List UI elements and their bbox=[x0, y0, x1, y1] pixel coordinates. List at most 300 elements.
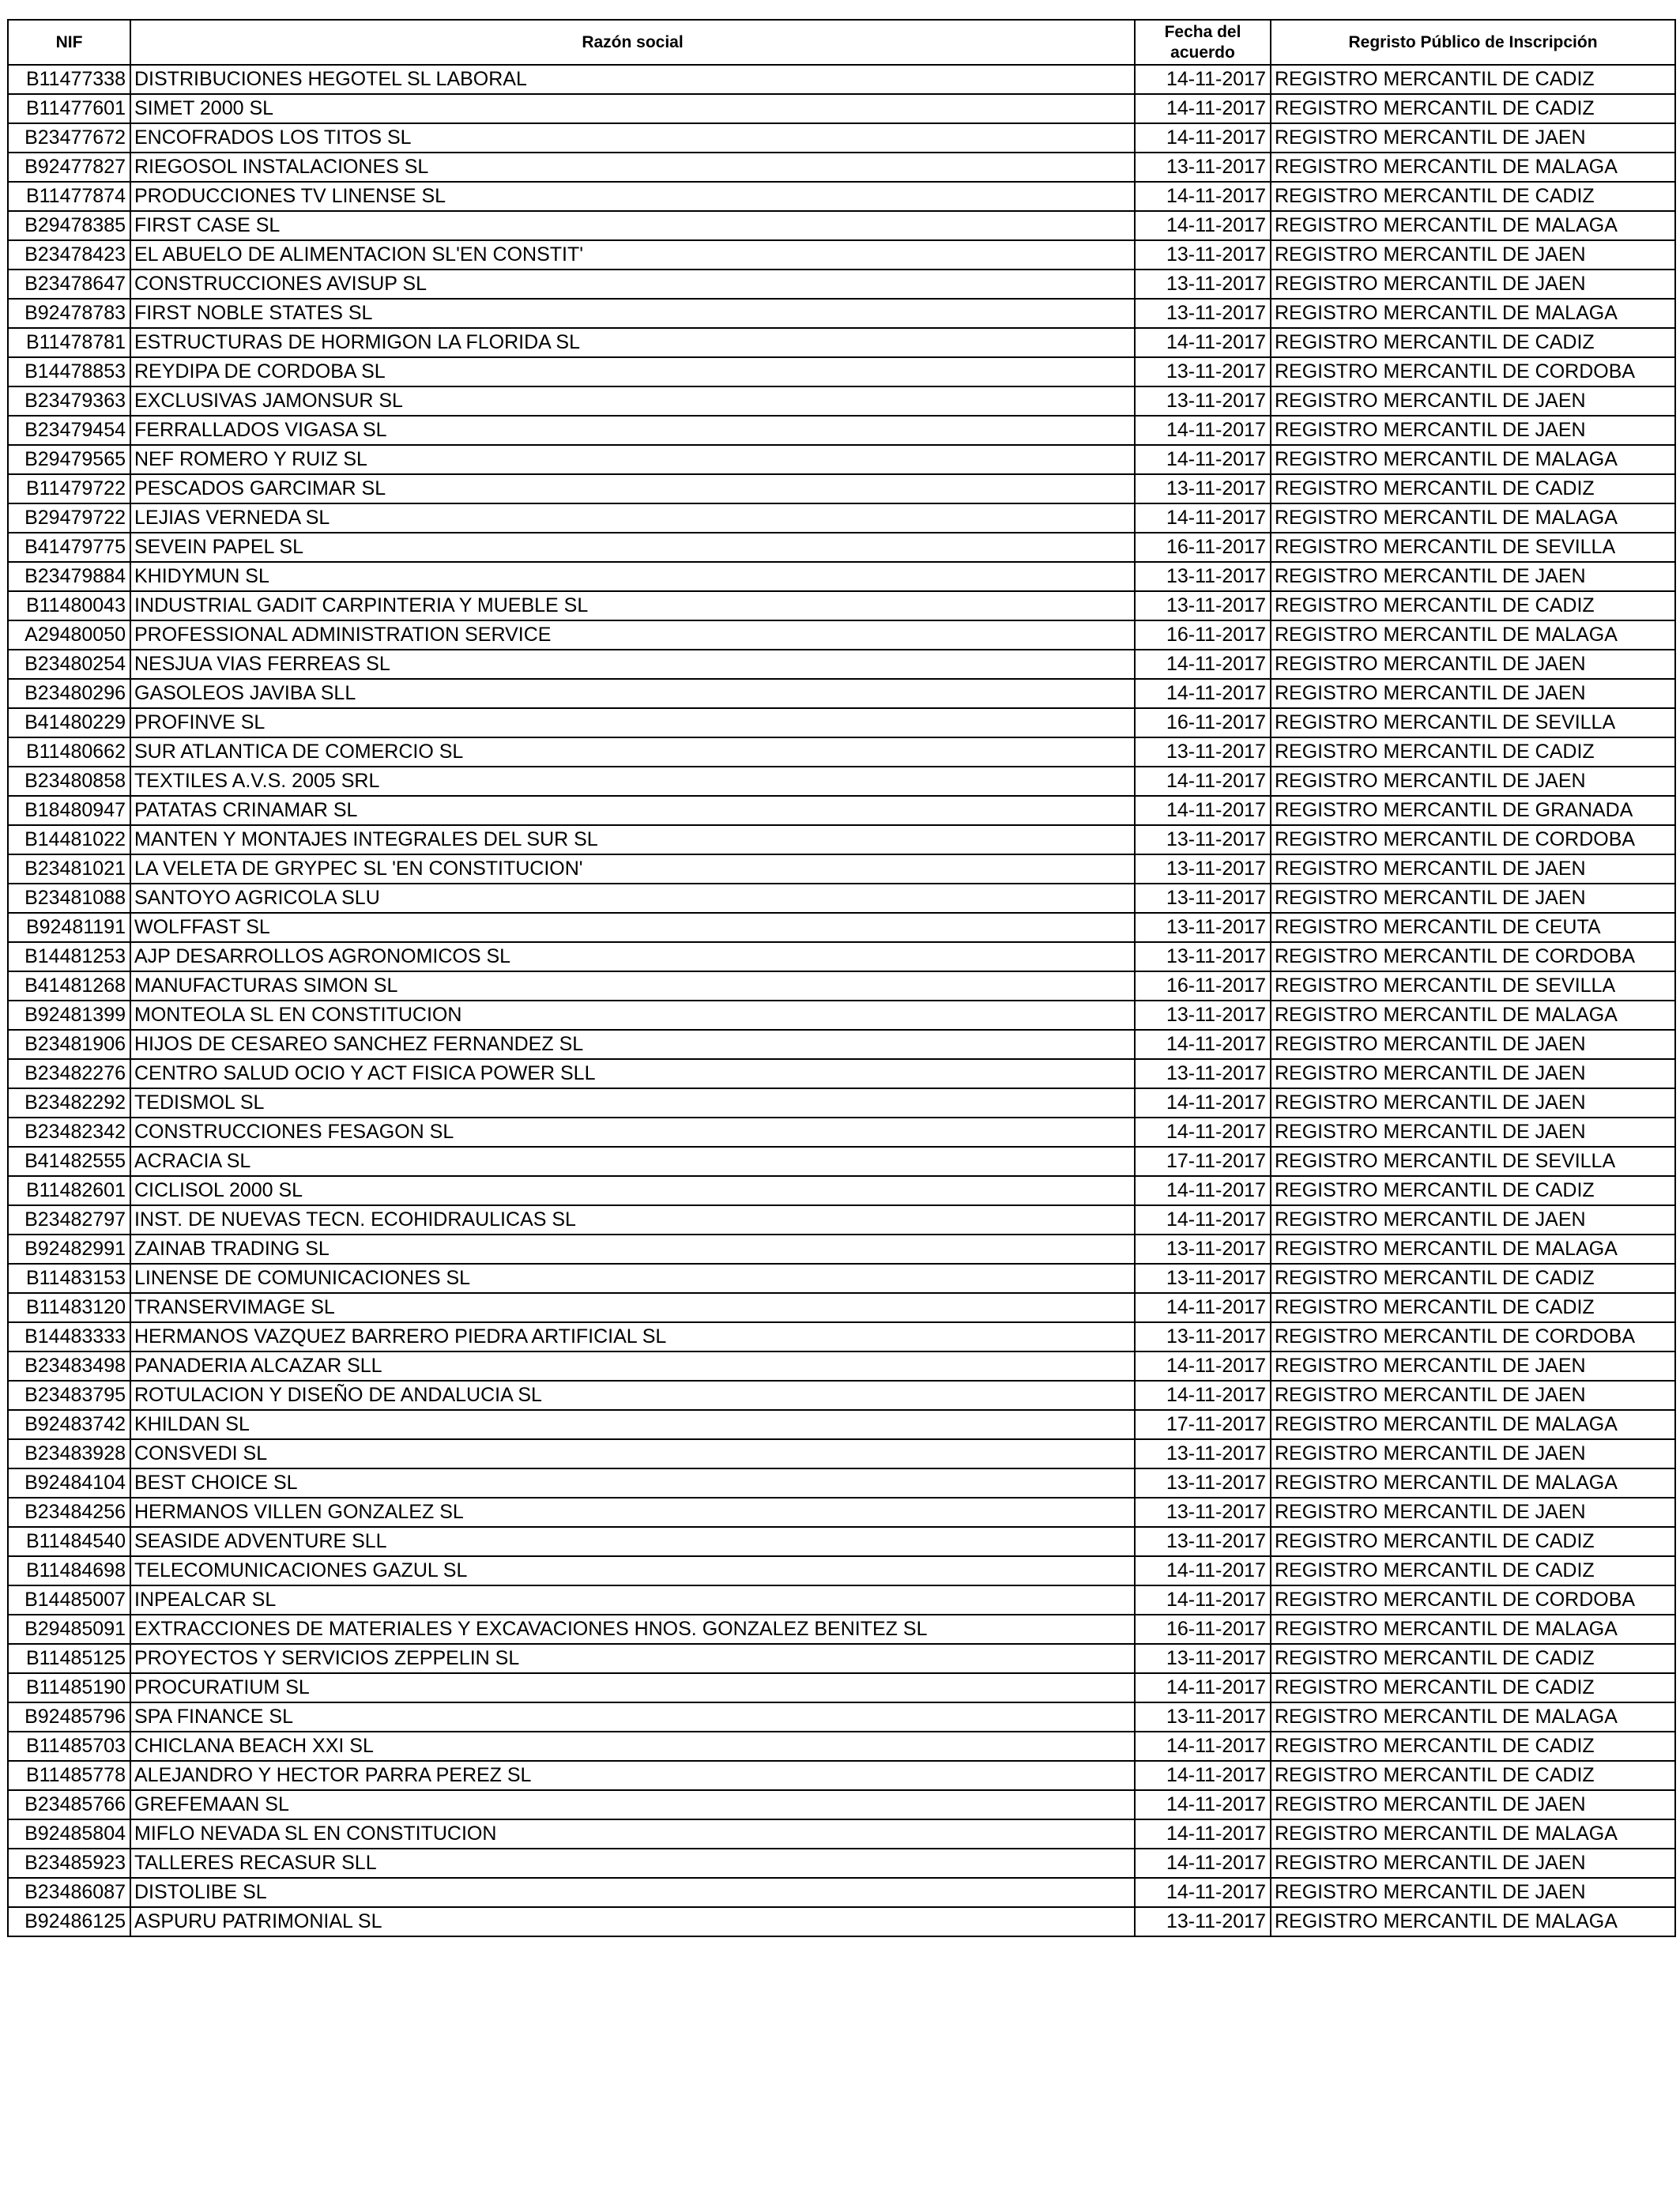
cell-registry: REGISTRO MERCANTIL DE CADIZ bbox=[1271, 1556, 1675, 1585]
cell-nif: B92482991 bbox=[8, 1235, 130, 1264]
cell-registry: REGISTRO MERCANTIL DE MALAGA bbox=[1271, 1615, 1675, 1644]
cell-company-name: FERRALLADOS VIGASA SL bbox=[130, 416, 1135, 445]
cell-company-name: MANUFACTURAS SIMON SL bbox=[130, 971, 1135, 1001]
cell-company-name: ACRACIA SL bbox=[130, 1147, 1135, 1176]
table-row bbox=[8, 1673, 1675, 1702]
cell-registry: REGISTRO MERCANTIL DE MALAGA bbox=[1271, 1819, 1675, 1849]
cell-registry: REGISTRO MERCANTIL DE CADIZ bbox=[1271, 1527, 1675, 1556]
cell-registry: REGISTRO MERCANTIL DE JAEN bbox=[1271, 1088, 1675, 1118]
cell-registry: REGISTRO MERCANTIL DE JAEN bbox=[1271, 240, 1675, 270]
cell-company-name: ZAINAB TRADING SL bbox=[130, 1235, 1135, 1264]
cell-company-name: PATATAS CRINAMAR SL bbox=[130, 796, 1135, 825]
cell-agreement-date: 13-11-2017 bbox=[1135, 1468, 1271, 1498]
cell-agreement-date: 13-11-2017 bbox=[1135, 240, 1271, 270]
table-row bbox=[8, 1819, 1675, 1849]
cell-nif: B23477672 bbox=[8, 123, 130, 153]
cell-registry: REGISTRO MERCANTIL DE MALAGA bbox=[1271, 299, 1675, 328]
cell-nif: B11484698 bbox=[8, 1556, 130, 1585]
cell-registry: REGISTRO MERCANTIL DE JAEN bbox=[1271, 1118, 1675, 1147]
cell-company-name: LA VELETA DE GRYPEC SL 'EN CONSTITUCION' bbox=[130, 854, 1135, 884]
table-row bbox=[8, 767, 1675, 796]
table-row bbox=[8, 1615, 1675, 1644]
cell-nif: B14485007 bbox=[8, 1585, 130, 1615]
table-row bbox=[8, 1176, 1675, 1205]
table-row bbox=[8, 416, 1675, 445]
cell-agreement-date: 13-11-2017 bbox=[1135, 1498, 1271, 1527]
cell-nif: B41482555 bbox=[8, 1147, 130, 1176]
table-row bbox=[8, 679, 1675, 708]
cell-company-name: INPEALCAR SL bbox=[130, 1585, 1135, 1615]
cell-nif: B14478853 bbox=[8, 357, 130, 386]
cell-company-name: ROTULACION Y DISEÑO DE ANDALUCIA SL bbox=[130, 1381, 1135, 1410]
table-row bbox=[8, 1790, 1675, 1819]
cell-company-name: REYDIPA DE CORDOBA SL bbox=[130, 357, 1135, 386]
cell-agreement-date: 13-11-2017 bbox=[1135, 884, 1271, 913]
cell-agreement-date: 14-11-2017 bbox=[1135, 1351, 1271, 1381]
cell-company-name: DISTOLIBE SL bbox=[130, 1878, 1135, 1907]
cell-agreement-date: 14-11-2017 bbox=[1135, 1790, 1271, 1819]
table-row bbox=[8, 1118, 1675, 1147]
table-row bbox=[8, 182, 1675, 211]
cell-agreement-date: 14-11-2017 bbox=[1135, 650, 1271, 679]
cell-nif: B11482601 bbox=[8, 1176, 130, 1205]
cell-registry: REGISTRO MERCANTIL DE MALAGA bbox=[1271, 211, 1675, 240]
cell-nif: B23482797 bbox=[8, 1205, 130, 1235]
cell-company-name: MIFLO NEVADA SL EN CONSTITUCION bbox=[130, 1819, 1135, 1849]
cell-agreement-date: 14-11-2017 bbox=[1135, 767, 1271, 796]
cell-agreement-date: 13-11-2017 bbox=[1135, 1907, 1271, 1936]
cell-company-name: LEJIAS VERNEDA SL bbox=[130, 503, 1135, 533]
cell-company-name: PANADERIA ALCAZAR SLL bbox=[130, 1351, 1135, 1381]
cell-registry: REGISTRO MERCANTIL DE MALAGA bbox=[1271, 1235, 1675, 1264]
cell-agreement-date: 13-11-2017 bbox=[1135, 854, 1271, 884]
cell-registry: REGISTRO MERCANTIL DE MALAGA bbox=[1271, 620, 1675, 650]
table-row bbox=[8, 1644, 1675, 1673]
document-sheet bbox=[7, 19, 1674, 1937]
cell-nif: B29485091 bbox=[8, 1615, 130, 1644]
cell-company-name: HERMANOS VAZQUEZ BARRERO PIEDRA ARTIFICIAL SL bbox=[130, 1322, 1135, 1351]
cell-nif: B23482342 bbox=[8, 1118, 130, 1147]
cell-agreement-date: 13-11-2017 bbox=[1135, 1059, 1271, 1088]
cell-nif: B92477827 bbox=[8, 153, 130, 182]
cell-company-name: EXTRACCIONES DE MATERIALES Y EXCAVACIONES HNOS. GONZALEZ BENITEZ SL bbox=[130, 1615, 1135, 1644]
cell-registry: REGISTRO MERCANTIL DE JAEN bbox=[1271, 767, 1675, 796]
table-row bbox=[8, 1293, 1675, 1322]
cell-company-name: CONSTRUCCIONES AVISUP SL bbox=[130, 270, 1135, 299]
table-row bbox=[8, 650, 1675, 679]
cell-company-name: SEASIDE ADVENTURE SLL bbox=[130, 1527, 1135, 1556]
cell-company-name: HERMANOS VILLEN GONZALEZ SL bbox=[130, 1498, 1135, 1527]
cell-agreement-date: 14-11-2017 bbox=[1135, 1585, 1271, 1615]
cell-company-name: TEXTILES A.V.S. 2005 SRL bbox=[130, 767, 1135, 796]
cell-company-name: CENTRO SALUD OCIO Y ACT FISICA POWER SLL bbox=[130, 1059, 1135, 1088]
cell-company-name: BEST CHOICE SL bbox=[130, 1468, 1135, 1498]
cell-nif: B92486125 bbox=[8, 1907, 130, 1936]
table-row bbox=[8, 123, 1675, 153]
cell-agreement-date: 14-11-2017 bbox=[1135, 445, 1271, 474]
table-row bbox=[8, 65, 1675, 94]
cell-company-name: SEVEIN PAPEL SL bbox=[130, 533, 1135, 562]
cell-company-name: SANTOYO AGRICOLA SLU bbox=[130, 884, 1135, 913]
table-row bbox=[8, 1761, 1675, 1790]
table-row bbox=[8, 562, 1675, 591]
cell-agreement-date: 13-11-2017 bbox=[1135, 942, 1271, 971]
cell-agreement-date: 16-11-2017 bbox=[1135, 971, 1271, 1001]
cell-nif: B23481906 bbox=[8, 1030, 130, 1059]
cell-agreement-date: 14-11-2017 bbox=[1135, 1205, 1271, 1235]
cell-registry: REGISTRO MERCANTIL DE JAEN bbox=[1271, 416, 1675, 445]
cell-registry: REGISTRO MERCANTIL DE JAEN bbox=[1271, 1059, 1675, 1088]
cell-registry: REGISTRO MERCANTIL DE JAEN bbox=[1271, 1381, 1675, 1410]
cell-agreement-date: 14-11-2017 bbox=[1135, 1673, 1271, 1702]
cell-company-name: SPA FINANCE SL bbox=[130, 1702, 1135, 1732]
table-row bbox=[8, 1498, 1675, 1527]
cell-registry: REGISTRO MERCANTIL DE CADIZ bbox=[1271, 1761, 1675, 1790]
cell-nif: B14481253 bbox=[8, 942, 130, 971]
cell-company-name: PRODUCCIONES TV LINENSE SL bbox=[130, 182, 1135, 211]
cell-agreement-date: 17-11-2017 bbox=[1135, 1410, 1271, 1439]
cell-nif: B23479884 bbox=[8, 562, 130, 591]
cell-agreement-date: 14-11-2017 bbox=[1135, 1878, 1271, 1907]
cell-registry: REGISTRO MERCANTIL DE CORDOBA bbox=[1271, 357, 1675, 386]
cell-nif: B92481191 bbox=[8, 913, 130, 942]
cell-registry: REGISTRO MERCANTIL DE CORDOBA bbox=[1271, 1322, 1675, 1351]
table-row bbox=[8, 270, 1675, 299]
cell-nif: B11479722 bbox=[8, 474, 130, 503]
cell-agreement-date: 16-11-2017 bbox=[1135, 708, 1271, 737]
cell-company-name: SUR ATLANTICA DE COMERCIO SL bbox=[130, 737, 1135, 767]
cell-company-name: TRANSERVIMAGE SL bbox=[130, 1293, 1135, 1322]
cell-agreement-date: 14-11-2017 bbox=[1135, 1761, 1271, 1790]
table-row bbox=[8, 1410, 1675, 1439]
cell-agreement-date: 14-11-2017 bbox=[1135, 503, 1271, 533]
cell-registry: REGISTRO MERCANTIL DE CADIZ bbox=[1271, 1176, 1675, 1205]
cell-company-name: SIMET 2000 SL bbox=[130, 94, 1135, 123]
table-row bbox=[8, 854, 1675, 884]
cell-nif: B11478781 bbox=[8, 328, 130, 357]
cell-registry: REGISTRO MERCANTIL DE CADIZ bbox=[1271, 94, 1675, 123]
cell-agreement-date: 14-11-2017 bbox=[1135, 1293, 1271, 1322]
table-row bbox=[8, 533, 1675, 562]
cell-nif: B92484104 bbox=[8, 1468, 130, 1498]
table-row bbox=[8, 1030, 1675, 1059]
cell-nif: B23483795 bbox=[8, 1381, 130, 1410]
cell-nif: B29479565 bbox=[8, 445, 130, 474]
cell-agreement-date: 14-11-2017 bbox=[1135, 123, 1271, 153]
cell-agreement-date: 14-11-2017 bbox=[1135, 1556, 1271, 1585]
cell-agreement-date: 13-11-2017 bbox=[1135, 913, 1271, 942]
table-row bbox=[8, 1556, 1675, 1585]
cell-registry: REGISTRO MERCANTIL DE JAEN bbox=[1271, 1790, 1675, 1819]
cell-nif: B29479722 bbox=[8, 503, 130, 533]
cell-registry: REGISTRO MERCANTIL DE JAEN bbox=[1271, 123, 1675, 153]
cell-agreement-date: 14-11-2017 bbox=[1135, 211, 1271, 240]
table-row bbox=[8, 1088, 1675, 1118]
cell-agreement-date: 13-11-2017 bbox=[1135, 386, 1271, 416]
cell-registry: REGISTRO MERCANTIL DE CADIZ bbox=[1271, 474, 1675, 503]
cell-agreement-date: 13-11-2017 bbox=[1135, 1644, 1271, 1673]
cell-nif: B11483153 bbox=[8, 1264, 130, 1293]
cell-registry: REGISTRO MERCANTIL DE CADIZ bbox=[1271, 737, 1675, 767]
cell-registry: REGISTRO MERCANTIL DE CADIZ bbox=[1271, 1673, 1675, 1702]
cell-agreement-date: 13-11-2017 bbox=[1135, 1322, 1271, 1351]
cell-company-name: EXCLUSIVAS JAMONSUR SL bbox=[130, 386, 1135, 416]
cell-company-name: AJP DESARROLLOS AGRONOMICOS SL bbox=[130, 942, 1135, 971]
cell-registry: REGISTRO MERCANTIL DE CADIZ bbox=[1271, 591, 1675, 620]
table-row bbox=[8, 357, 1675, 386]
cell-nif: B92483742 bbox=[8, 1410, 130, 1439]
cell-company-name: CONSTRUCCIONES FESAGON SL bbox=[130, 1118, 1135, 1147]
cell-registry: REGISTRO MERCANTIL DE SEVILLA bbox=[1271, 1147, 1675, 1176]
cell-registry: REGISTRO MERCANTIL DE JAEN bbox=[1271, 1878, 1675, 1907]
cell-registry: REGISTRO MERCANTIL DE JAEN bbox=[1271, 270, 1675, 299]
table-row bbox=[8, 1702, 1675, 1732]
cell-registry: REGISTRO MERCANTIL DE MALAGA bbox=[1271, 1468, 1675, 1498]
cell-nif: B23480254 bbox=[8, 650, 130, 679]
cell-company-name: GASOLEOS JAVIBA SLL bbox=[130, 679, 1135, 708]
cell-agreement-date: 14-11-2017 bbox=[1135, 1381, 1271, 1410]
cell-agreement-date: 13-11-2017 bbox=[1135, 1235, 1271, 1264]
cell-nif: B23484256 bbox=[8, 1498, 130, 1527]
cell-company-name: PROFESSIONAL ADMINISTRATION SERVICE bbox=[130, 620, 1135, 650]
table-row bbox=[8, 240, 1675, 270]
cell-registry: REGISTRO MERCANTIL DE GRANADA bbox=[1271, 796, 1675, 825]
cell-company-name: ENCOFRADOS LOS TITOS SL bbox=[130, 123, 1135, 153]
table-row bbox=[8, 737, 1675, 767]
cell-agreement-date: 13-11-2017 bbox=[1135, 1527, 1271, 1556]
cell-nif: B14483333 bbox=[8, 1322, 130, 1351]
table-row bbox=[8, 1468, 1675, 1498]
cell-company-name: INST. DE NUEVAS TECN. ECOHIDRAULICAS SL bbox=[130, 1205, 1135, 1235]
cell-registry: REGISTRO MERCANTIL DE CADIZ bbox=[1271, 65, 1675, 94]
table-header bbox=[8, 20, 1675, 65]
cell-registry: REGISTRO MERCANTIL DE JAEN bbox=[1271, 562, 1675, 591]
cell-agreement-date: 13-11-2017 bbox=[1135, 357, 1271, 386]
cell-nif: B23483498 bbox=[8, 1351, 130, 1381]
cell-company-name: HIJOS DE CESAREO SANCHEZ FERNANDEZ SL bbox=[130, 1030, 1135, 1059]
table-row bbox=[8, 211, 1675, 240]
cell-nif: B11480662 bbox=[8, 737, 130, 767]
table-row bbox=[8, 913, 1675, 942]
cell-company-name: ESTRUCTURAS DE HORMIGON LA FLORIDA SL bbox=[130, 328, 1135, 357]
cell-company-name: TALLERES RECASUR SLL bbox=[130, 1849, 1135, 1878]
cell-company-name: EL ABUELO DE ALIMENTACION SL'EN CONSTIT' bbox=[130, 240, 1135, 270]
cell-registry: REGISTRO MERCANTIL DE CADIZ bbox=[1271, 1732, 1675, 1761]
cell-registry: REGISTRO MERCANTIL DE MALAGA bbox=[1271, 503, 1675, 533]
cell-agreement-date: 14-11-2017 bbox=[1135, 65, 1271, 94]
cell-agreement-date: 16-11-2017 bbox=[1135, 620, 1271, 650]
header-row bbox=[8, 20, 1675, 65]
cell-registry: REGISTRO MERCANTIL DE JAEN bbox=[1271, 1205, 1675, 1235]
cell-registry: REGISTRO MERCANTIL DE JAEN bbox=[1271, 650, 1675, 679]
cell-company-name: TELECOMUNICACIONES GAZUL SL bbox=[130, 1556, 1135, 1585]
cell-nif: B23486087 bbox=[8, 1878, 130, 1907]
table-row bbox=[8, 1907, 1675, 1936]
table-row bbox=[8, 1585, 1675, 1615]
cell-agreement-date: 14-11-2017 bbox=[1135, 679, 1271, 708]
cell-registry: REGISTRO MERCANTIL DE CEUTA bbox=[1271, 913, 1675, 942]
cell-agreement-date: 14-11-2017 bbox=[1135, 1819, 1271, 1849]
cell-company-name: KHIDYMUN SL bbox=[130, 562, 1135, 591]
cell-agreement-date: 14-11-2017 bbox=[1135, 94, 1271, 123]
cell-registry: REGISTRO MERCANTIL DE JAEN bbox=[1271, 1030, 1675, 1059]
table-row bbox=[8, 1381, 1675, 1410]
cell-nif: B41480229 bbox=[8, 708, 130, 737]
cell-company-name: LINENSE DE COMUNICACIONES SL bbox=[130, 1264, 1135, 1293]
table-row bbox=[8, 1527, 1675, 1556]
cell-agreement-date: 13-11-2017 bbox=[1135, 299, 1271, 328]
cell-agreement-date: 13-11-2017 bbox=[1135, 591, 1271, 620]
cell-agreement-date: 14-11-2017 bbox=[1135, 796, 1271, 825]
table-row bbox=[8, 1849, 1675, 1878]
cell-nif: A29480050 bbox=[8, 620, 130, 650]
cell-agreement-date: 14-11-2017 bbox=[1135, 416, 1271, 445]
cell-registry: REGISTRO MERCANTIL DE MALAGA bbox=[1271, 1702, 1675, 1732]
table-row bbox=[8, 884, 1675, 913]
cell-company-name: MANTEN Y MONTAJES INTEGRALES DEL SUR SL bbox=[130, 825, 1135, 854]
cell-nif: B23478647 bbox=[8, 270, 130, 299]
cell-agreement-date: 13-11-2017 bbox=[1135, 270, 1271, 299]
table-row bbox=[8, 942, 1675, 971]
registry-table bbox=[7, 19, 1676, 1937]
cell-agreement-date: 13-11-2017 bbox=[1135, 1264, 1271, 1293]
cell-agreement-date: 13-11-2017 bbox=[1135, 737, 1271, 767]
cell-company-name: KHILDAN SL bbox=[130, 1410, 1135, 1439]
cell-company-name: CONSVEDI SL bbox=[130, 1439, 1135, 1468]
cell-registry: REGISTRO MERCANTIL DE CADIZ bbox=[1271, 182, 1675, 211]
table-row bbox=[8, 1322, 1675, 1351]
header-name: Razón social bbox=[130, 20, 1135, 65]
cell-registry: REGISTRO MERCANTIL DE JAEN bbox=[1271, 1439, 1675, 1468]
cell-agreement-date: 16-11-2017 bbox=[1135, 533, 1271, 562]
table-row bbox=[8, 1059, 1675, 1088]
cell-agreement-date: 14-11-2017 bbox=[1135, 1732, 1271, 1761]
cell-company-name: TEDISMOL SL bbox=[130, 1088, 1135, 1118]
table-row bbox=[8, 445, 1675, 474]
cell-nif: B41479775 bbox=[8, 533, 130, 562]
cell-nif: B23479454 bbox=[8, 416, 130, 445]
cell-nif: B18480947 bbox=[8, 796, 130, 825]
cell-registry: REGISTRO MERCANTIL DE SEVILLA bbox=[1271, 708, 1675, 737]
cell-company-name: WOLFFAST SL bbox=[130, 913, 1135, 942]
cell-company-name: PESCADOS GARCIMAR SL bbox=[130, 474, 1135, 503]
cell-nif: B23478423 bbox=[8, 240, 130, 270]
cell-company-name: ALEJANDRO Y HECTOR PARRA PEREZ SL bbox=[130, 1761, 1135, 1790]
cell-nif: B23485923 bbox=[8, 1849, 130, 1878]
table-row bbox=[8, 1439, 1675, 1468]
table-row bbox=[8, 1878, 1675, 1907]
cell-registry: REGISTRO MERCANTIL DE JAEN bbox=[1271, 386, 1675, 416]
table-body bbox=[8, 65, 1675, 1936]
cell-registry: REGISTRO MERCANTIL DE CADIZ bbox=[1271, 1264, 1675, 1293]
table-row bbox=[8, 708, 1675, 737]
cell-registry: REGISTRO MERCANTIL DE CADIZ bbox=[1271, 328, 1675, 357]
cell-nif: B11480043 bbox=[8, 591, 130, 620]
cell-company-name: NESJUA VIAS FERREAS SL bbox=[130, 650, 1135, 679]
cell-registry: REGISTRO MERCANTIL DE CORDOBA bbox=[1271, 825, 1675, 854]
cell-nif: B11484540 bbox=[8, 1527, 130, 1556]
table-row bbox=[8, 1147, 1675, 1176]
cell-registry: REGISTRO MERCANTIL DE CORDOBA bbox=[1271, 942, 1675, 971]
table-row bbox=[8, 503, 1675, 533]
cell-nif: B92485804 bbox=[8, 1819, 130, 1849]
cell-registry: REGISTRO MERCANTIL DE SEVILLA bbox=[1271, 533, 1675, 562]
cell-company-name: RIEGOSOL INSTALACIONES SL bbox=[130, 153, 1135, 182]
cell-nif: B23480296 bbox=[8, 679, 130, 708]
cell-registry: REGISTRO MERCANTIL DE SEVILLA bbox=[1271, 971, 1675, 1001]
table-row bbox=[8, 299, 1675, 328]
cell-registry: REGISTRO MERCANTIL DE MALAGA bbox=[1271, 445, 1675, 474]
cell-company-name: FIRST CASE SL bbox=[130, 211, 1135, 240]
table-row bbox=[8, 825, 1675, 854]
table-row bbox=[8, 1732, 1675, 1761]
cell-registry: REGISTRO MERCANTIL DE JAEN bbox=[1271, 679, 1675, 708]
cell-registry: REGISTRO MERCANTIL DE MALAGA bbox=[1271, 1001, 1675, 1030]
table-row bbox=[8, 1264, 1675, 1293]
cell-nif: B23483928 bbox=[8, 1439, 130, 1468]
cell-registry: REGISTRO MERCANTIL DE JAEN bbox=[1271, 1849, 1675, 1878]
cell-agreement-date: 13-11-2017 bbox=[1135, 562, 1271, 591]
cell-registry: REGISTRO MERCANTIL DE CADIZ bbox=[1271, 1293, 1675, 1322]
table-row bbox=[8, 328, 1675, 357]
cell-company-name: PROFINVE SL bbox=[130, 708, 1135, 737]
cell-nif: B11477874 bbox=[8, 182, 130, 211]
cell-nif: B11485190 bbox=[8, 1673, 130, 1702]
header-date: Fecha del acuerdo bbox=[1135, 20, 1271, 65]
cell-nif: B11477338 bbox=[8, 65, 130, 94]
table-row bbox=[8, 474, 1675, 503]
cell-nif: B23482292 bbox=[8, 1088, 130, 1118]
cell-nif: B23481021 bbox=[8, 854, 130, 884]
cell-agreement-date: 13-11-2017 bbox=[1135, 153, 1271, 182]
cell-company-name: NEF ROMERO Y RUIZ SL bbox=[130, 445, 1135, 474]
cell-agreement-date: 13-11-2017 bbox=[1135, 1001, 1271, 1030]
table-row bbox=[8, 591, 1675, 620]
cell-agreement-date: 14-11-2017 bbox=[1135, 1088, 1271, 1118]
cell-agreement-date: 13-11-2017 bbox=[1135, 474, 1271, 503]
cell-nif: B11485703 bbox=[8, 1732, 130, 1761]
cell-agreement-date: 14-11-2017 bbox=[1135, 1176, 1271, 1205]
cell-registry: REGISTRO MERCANTIL DE JAEN bbox=[1271, 884, 1675, 913]
cell-registry: REGISTRO MERCANTIL DE MALAGA bbox=[1271, 1907, 1675, 1936]
cell-nif: B23480858 bbox=[8, 767, 130, 796]
cell-registry: REGISTRO MERCANTIL DE JAEN bbox=[1271, 1351, 1675, 1381]
table-row bbox=[8, 386, 1675, 416]
table-row bbox=[8, 1001, 1675, 1030]
cell-nif: B14481022 bbox=[8, 825, 130, 854]
cell-agreement-date: 14-11-2017 bbox=[1135, 1118, 1271, 1147]
cell-registry: REGISTRO MERCANTIL DE MALAGA bbox=[1271, 153, 1675, 182]
cell-company-name: PROCURATIUM SL bbox=[130, 1673, 1135, 1702]
cell-agreement-date: 14-11-2017 bbox=[1135, 1849, 1271, 1878]
cell-company-name: ASPURU PATRIMONIAL SL bbox=[130, 1907, 1135, 1936]
cell-agreement-date: 14-11-2017 bbox=[1135, 182, 1271, 211]
cell-agreement-date: 13-11-2017 bbox=[1135, 825, 1271, 854]
cell-agreement-date: 16-11-2017 bbox=[1135, 1615, 1271, 1644]
cell-registry: REGISTRO MERCANTIL DE CADIZ bbox=[1271, 1644, 1675, 1673]
cell-nif: B11477601 bbox=[8, 94, 130, 123]
cell-nif: B23485766 bbox=[8, 1790, 130, 1819]
cell-company-name: GREFEMAAN SL bbox=[130, 1790, 1135, 1819]
header-registry: Regristo Público de Inscripción bbox=[1271, 20, 1675, 65]
table-row bbox=[8, 153, 1675, 182]
cell-company-name: PROYECTOS Y SERVICIOS ZEPPELIN SL bbox=[130, 1644, 1135, 1673]
table-row bbox=[8, 1351, 1675, 1381]
cell-company-name: MONTEOLA SL EN CONSTITUCION bbox=[130, 1001, 1135, 1030]
cell-nif: B29478385 bbox=[8, 211, 130, 240]
cell-company-name: DISTRIBUCIONES HEGOTEL SL LABORAL bbox=[130, 65, 1135, 94]
table-row bbox=[8, 796, 1675, 825]
